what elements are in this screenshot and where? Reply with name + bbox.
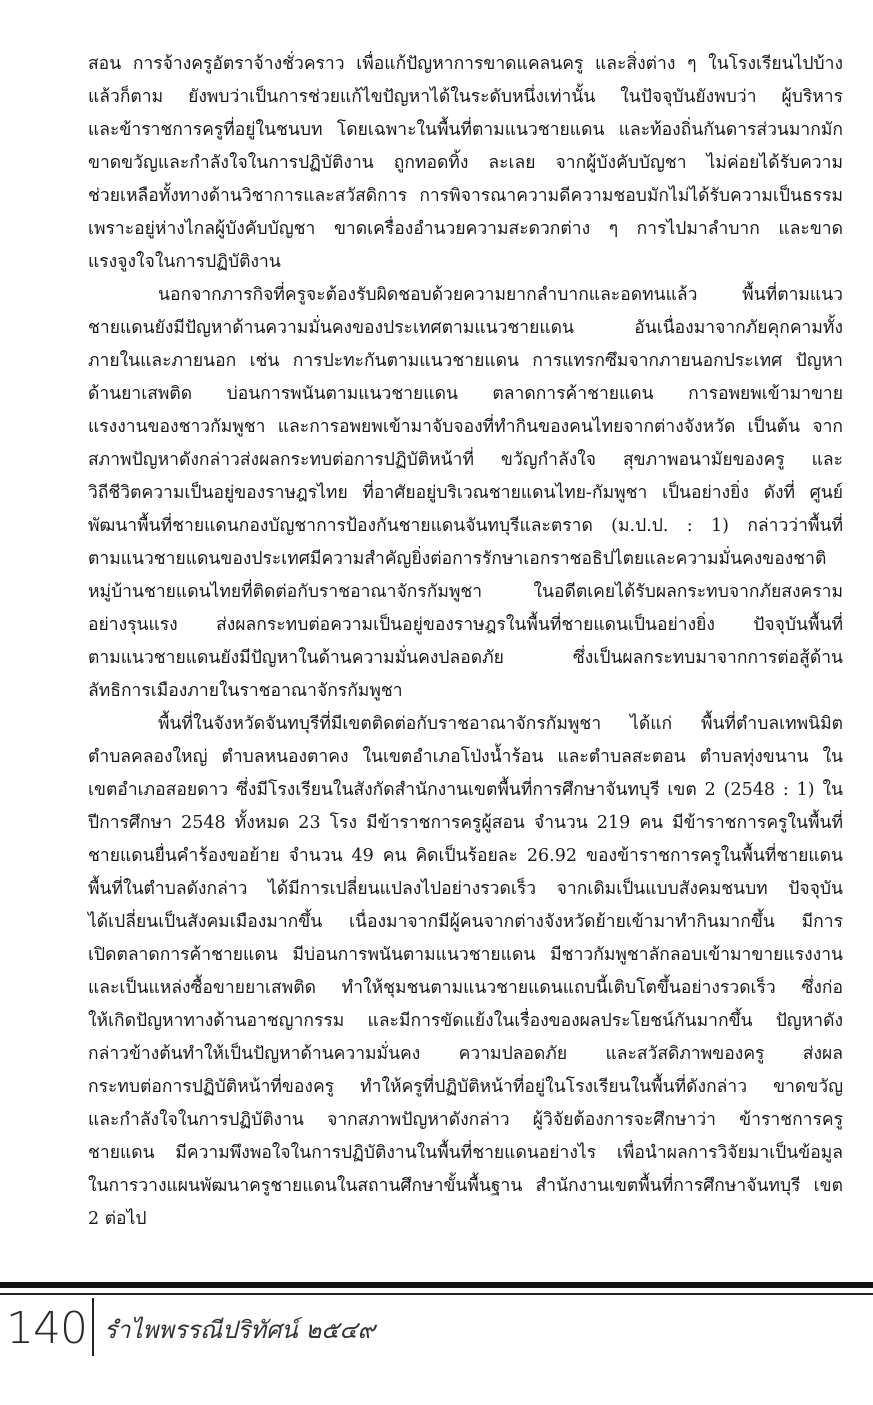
text-line: หมู่บ้านชายแดนไทยที่ติดต่อกับราชอาณาจักรกัมพูชา ในอดีตเคยได้รับผลกระทบจากภัยสงคราม	[88, 582, 843, 602]
text-line: วิถีชีวิตความเป็นอยู่ของราษฎรไทย ที่อาศัยอยู่บริเวณชายแดนไทย-กัมพูชา เป็นอย่างยิ่ง ดังที่ ศูนย์	[88, 483, 843, 503]
text-line: ปีการศึกษา 2548 ทั้งหมด 23 โรง มีข้าราชการครูผู้สอน จำนวน 219 คน มีข้าราชการครูในพื้นที่	[88, 813, 843, 833]
text-line-indented: พื้นที่ในจังหวัดจันทบุรีที่มีเขตติดต่อกับราชอาณาจักรกัมพูชา ได้แก่ พื้นที่ตำบลเทพนิมิต	[158, 714, 843, 734]
text-line: ช่วยเหลือทั้งทางด้านวิชาการและสวัสดิการ การพิจารณาความดีความชอบมักไม่ได้รับความเป็นธรรม	[88, 186, 843, 206]
text-line: ด้านยาเสพติด บ่อนการพนันตามแนวชายแดน ตลาดการค้าชายแดน การอพยพเข้ามาขาย	[88, 384, 843, 404]
text-line: และข้าราชการครูที่อยู่ในชนบท โดยเฉพาะในพื้นที่ตามแนวชายแดน และท้องถิ่นกันดารส่วนมากมัก	[88, 120, 843, 140]
text-line: พัฒนาพื้นที่ชายแดนกองบัญชาการป้องกันชายแดนจันทบุรีและตราด (ม.ป.ป. : 1) กล่าวว่าพื้นที่	[88, 516, 843, 536]
article-body	[88, 48, 843, 1236]
text-line: ในการวางแผนพัฒนาครูชายแดนในสถานศึกษาขั้นพื้นฐาน สำนักงานเขตพื้นที่การศึกษาจันทบุรี เขต	[88, 1176, 843, 1196]
text-line: กล่าวข้างต้นทำให้เป็นปัญหาด้านความมั่นคง ความปลอดภัย และสวัสดิภาพของครู ส่งผล	[88, 1044, 843, 1064]
text-line: แล้วก็ตาม ยังพบว่าเป็นการช่วยแก้ไขปัญหาได้ในระดับหนึ่งเท่านั้น ในปัจจุบันยังพบว่า ผู้บริหาร	[88, 87, 843, 107]
text-line: ชายแดนยังมีปัญหาด้านความมั่นคงของประเทศตามแนวชายแดน อันเนื่องมาจากภัยคุกคามทั้ง	[88, 318, 843, 338]
text-line: แรงงานของชาวกัมพูชา และการอพยพเข้ามาจับจองที่ทำกินของคนไทยจากต่างจังหวัด เป็นต้น จาก	[88, 417, 843, 437]
text-line: ลัทธิการเมืองภายในราชอาณาจักรกัมพูชา	[88, 681, 403, 701]
text-line: สภาพปัญหาดังกล่าวส่งผลกระทบต่อการปฏิบัติหน้าที่ ขวัญกำลังใจ สุขภาพอนามัยของครู และ	[88, 450, 843, 470]
text-line-indented: นอกจากภารกิจที่ครูจะต้องรับผิดชอบด้วยความยากลำบากและอดทนแล้ว พื้นที่ตามแนว	[158, 285, 843, 305]
page-number: 140	[6, 1303, 87, 1354]
text-line: อย่างรุนแรง ส่งผลกระทบต่อความเป็นอยู่ของราษฎรในพื้นที่ชายแดนเป็นอย่างยิ่ง ปัจจุบันพื้นที่	[88, 615, 843, 635]
text-line: ขาดขวัญและกำลังใจในการปฏิบัติงาน ถูกทอดทิ้ง ละเลย จากผู้บังคับบัญชา ไม่ค่อยได้รับความ	[88, 153, 843, 173]
text-line: ภายในและภายนอก เช่น การปะทะกันตามแนวชายแดน การแทรกซึมจากภายนอกประเทศ ปัญหา	[88, 351, 843, 371]
footer-divider	[92, 1298, 94, 1356]
footer-rule-thin	[0, 1293, 873, 1295]
text-line: เปิดตลาดการค้าชายแดน มีบ่อนการพนันตามแนวชายแดน มีชาวกัมพูชาลักลอบเข้ามาขายแรงงาน	[88, 945, 843, 965]
text-line: เขตอำเภอสอยดาว ซึ่งมีโรงเรียนในสังกัดสำนักงานเขตพื้นที่การศึกษาจันทบุรี เขต 2 (2548 : 1) ใน	[88, 780, 843, 800]
text-line: และกำลังใจในการปฏิบัติงาน จากสภาพปัญหาดังกล่าว ผู้วิจัยต้องการจะศึกษาว่า ข้าราชการครู	[88, 1110, 843, 1130]
text-line: กระทบต่อการปฏิบัติหน้าที่ของครู ทำให้ครูที่ปฏิบัติหน้าที่อยู่ในโรงเรียนในพื้นที่ดังกล่าว ขาดขวัญ	[88, 1077, 843, 1097]
text-line: เพราะอยู่ห่างไกลผู้บังคับบัญชา ขาดเครื่องอำนวยความสะดวกต่าง ๆ การไปมาลำบาก และขาด	[88, 219, 843, 239]
text-line: ตามแนวชายแดนยังมีปัญหาในด้านความมั่นคงปลอดภัย ซึ่งเป็นผลกระทบมาจากการต่อสู้ด้าน	[88, 648, 843, 668]
text-line: พื้นที่ในตำบลดังกล่าว ได้มีการเปลี่ยนแปลงไปอย่างรวดเร็ว จากเดิมเป็นแบบสังคมชนบท ปัจจุบัน	[88, 879, 843, 899]
running-footer-title: รำไพพรรณีปริทัศน์ ๒๕๔๙	[104, 1316, 376, 1344]
text-line: ตามแนวชายแดนของประเทศมีความสำคัญยิ่งต่อการรักษาเอกราชอธิปไตยและความมั่นคงของชาติ	[88, 549, 827, 569]
text-line: สอน การจ้างครูอัตราจ้างชั่วคราว เพื่อแก้ปัญหาการขาดแคลนครู และสิ่งต่าง ๆ ในโรงเรียนไปบ้าง	[88, 54, 843, 74]
text-line: แรงจูงใจในการปฏิบัติงาน	[88, 252, 281, 272]
text-line: ให้เกิดปัญหาทางด้านอาชญากรรม และมีการขัดแย้งในเรื่องของผลประโยชน์กันมากขึ้น ปัญหาดัง	[88, 1011, 843, 1031]
text-line: และเป็นแหล่งซื้อขายยาเสพติด ทำให้ชุมชนตามแนวชายแดนแถบนี้เติบโตขึ้นอย่างรวดเร็ว ซึ่งก่อ	[88, 978, 843, 998]
footer-rule-thick	[0, 1282, 873, 1288]
text-line: ชายแดน มีความพึงพอใจในการปฏิบัติงานในพื้นที่ชายแดนอย่างไร เพื่อนำผลการวิจัยมาเป็นข้อมูล	[88, 1143, 843, 1163]
text-line: ชายแดนยื่นคำร้องขอย้าย จำนวน 49 คน คิดเป็นร้อยละ 26.92 ของข้าราชการครูในพื้นที่ชายแดน	[88, 846, 843, 866]
text-line: ได้เปลี่ยนเป็นสังคมเมืองมากขึ้น เนื่องมาจากมีผู้คนจากต่างจังหวัดย้ายเข้ามาทำกินมากขึ้น มีการ	[88, 912, 843, 932]
text-line: ตำบลคลองใหญ่ ตำบลหนองตาคง ในเขตอำเภอโป่งน้ำร้อน และตำบลสะตอน ตำบลทุ่งขนาน ใน	[88, 747, 843, 767]
text-line: 2 ต่อไป	[88, 1209, 147, 1229]
